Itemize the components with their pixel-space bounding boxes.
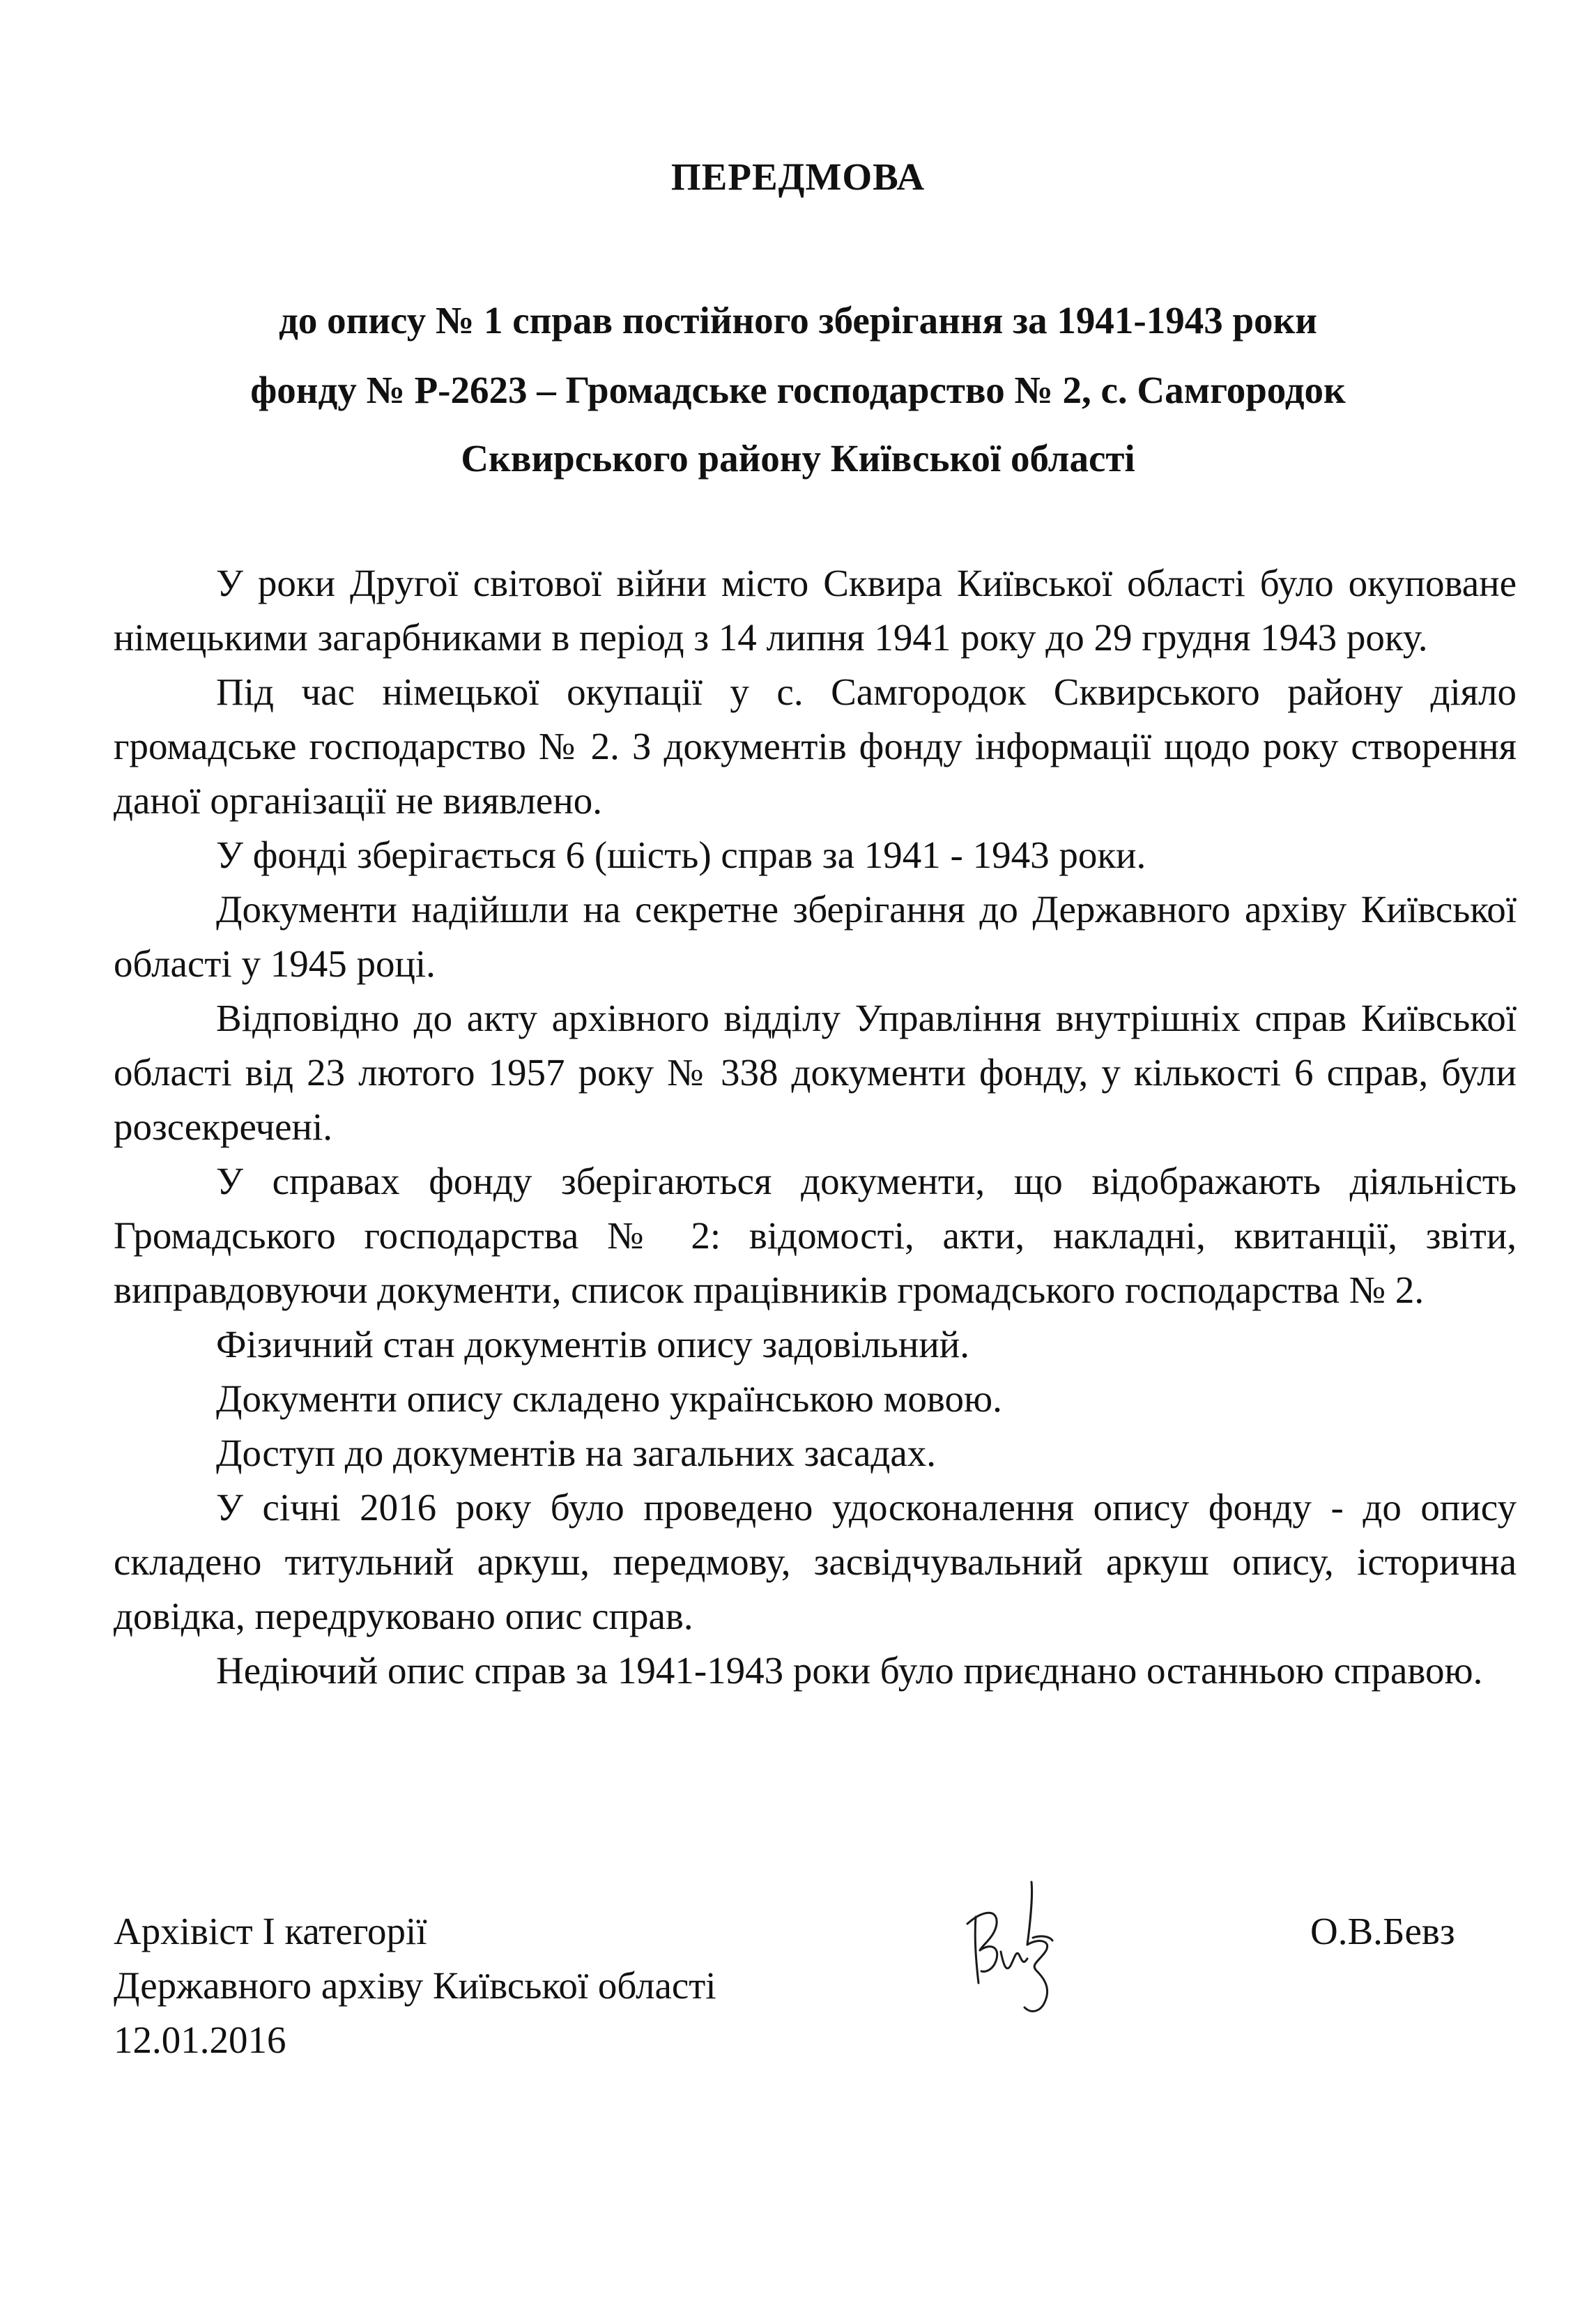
paragraph: Документи надійшли на секретне зберігання до Державного архіву Київської області у 1945 році. <box>114 888 1517 985</box>
paragraph: Відповідно до акту архівного відділу Управління внутрішніх справ Київської області від 23 лютого 1957 року № 338 документи фонду, у кількості 6 справ, були розсекречені. <box>114 997 1517 1148</box>
subtitle-line-3: Сквирського району Київської області <box>461 437 1135 480</box>
signatory-name: О.В.Бевз <box>1310 1910 1455 1952</box>
paragraph: У фонді зберігається 6 (шість) справ за 1941 - 1943 роки. <box>216 834 1146 876</box>
paragraph: Доступ до документів на загальних засадах. <box>216 1432 937 1474</box>
document-title: ПЕРЕДМОВА <box>670 155 926 198</box>
signatory-position: Архівіст І категорії <box>114 1910 427 1952</box>
paragraph: Недіючий опис справ за 1941-1943 роки було приєднано останньою справою. <box>216 1649 1483 1692</box>
paragraph: Під час німецької окупації у с. Самгородок Сквирського району діяло громадське господарство № 2. З документів фонду інформації щодо року створення даної організації не виявлено. <box>114 671 1517 822</box>
subtitle-line-2: фонду № Р-2623 – Громадське господарство № 2, с. Самгородок <box>250 369 1346 411</box>
signatory-block <box>114 1904 716 2067</box>
signatory-organization: Державного архіву Київської області <box>114 1964 716 2007</box>
subtitle-line-1: до опису № 1 справ постійного зберігання за 1941-1943 роки <box>279 299 1317 342</box>
paragraph: Документи опису складено українською мовою. <box>216 1377 1002 1420</box>
handwritten-signature-icon <box>955 1868 1080 2028</box>
document-body <box>114 556 1517 1698</box>
paragraph: У роки Другої світової війни місто Сквира Київської області було окуповане німецькими загарбниками в період з 14 липня 1941 року до 29 грудня 1943 року. <box>114 562 1517 659</box>
paragraph: Фізичний стан документів опису задовільний. <box>216 1323 969 1365</box>
document-date: 12.01.2016 <box>114 2019 286 2061</box>
paragraph: У справах фонду зберігаються документи, що відображають діяльність Громадського господарства № 2: відомості, акти, накладні, квитанції, звіти, виправдовуючи документи, список працівників громадського господарства № 2. <box>114 1160 1517 1311</box>
paragraph: У січні 2016 року було проведено удосконалення опису фонду - до опису складено титульний аркуш, передмову, засвідчувальний аркуш опису, історична довідка, передруковано опис справ. <box>114 1486 1517 1637</box>
